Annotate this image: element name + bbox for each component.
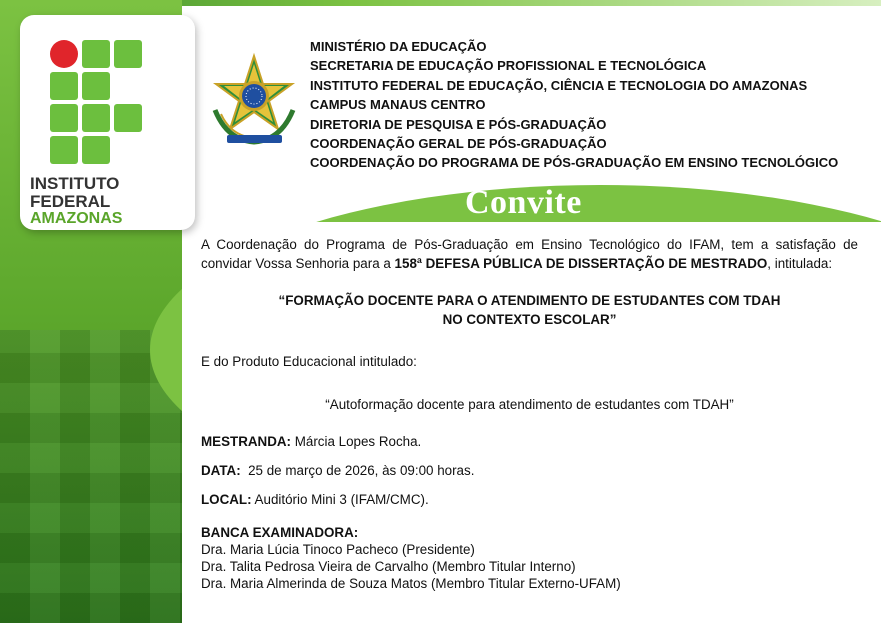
mestranda-line: MESTRANDA: Márcia Lopes Rocha. [201,434,422,449]
header-line: COORDENAÇÃO DO PROGRAMA DE PÓS-GRADUAÇÃO EM ENSINO TECNOLÓGICO [310,155,839,171]
invitation-body [201,235,858,592]
committee-label: BANCA EXAMINADORA: [201,525,359,540]
institution-logo [20,15,195,230]
header-line: SECRETARIA DE EDUCAÇÃO PROFISSIONAL E TECNOLÓGICA [310,58,707,74]
header-line: DIRETORIA DE PESQUISA E PÓS-GRADUAÇÃO [310,116,607,132]
intro-paragraph: A Coordenação do Programa de Pós-Graduação em Ensino Tecnológico do IFAM, tem a satisfação de convidar Vossa Senhoria para a 158ª DEFESA PÚBLICA DE DISSERTAÇÃO DE MESTRADO, intitulada: [201,237,858,271]
logo-text-line1: INSTITUTO [30,174,120,193]
invitation-title: Convite [465,184,582,221]
institutional-header [310,37,838,173]
header-line: MINISTÉRIO DA EDUCAÇÃO [310,39,487,54]
product-title: “Autoformação docente para atendimento de estudantes com TDAH” [325,397,734,412]
header-line: INSTITUTO FEDERAL DE EDUCAÇÃO, CIÊNCIA E TECNOLOGIA DO AMAZONAS [310,77,808,93]
committee-member: Dra. Maria Lúcia Tinoco Pacheco (Presidente) [201,542,475,557]
product-intro: E do Produto Educacional intitulado: [201,354,417,369]
logo-text-line3: AMAZONAS [30,210,123,227]
committee-member: Dra. Talita Pedrosa Vieira de Carvalho (Membro Titular Interno) [201,559,576,574]
dissertation-title: “FORMAÇÃO DOCENTE PARA O ATENDIMENTO DE ESTUDANTES COM TDAH NO CONTEXTO ESCOLAR” [278,293,781,327]
committee-section [201,524,858,592]
header-line: COORDENAÇÃO GERAL DE PÓS-GRADUAÇÃO [310,136,607,152]
location-line: LOCAL: Auditório Mini 3 (IFAM/CMC). [201,492,429,507]
committee-member: Dra. Maria Almerinda de Souza Matos (Membro Titular Externo-UFAM) [201,576,621,591]
header-line: CAMPUS MANAUS CENTRO [310,97,486,113]
date-line: DATA: 25 de março de 2026, às 09:00 horas. [201,463,475,478]
logo-red-dot [50,40,78,68]
coat-of-arms-icon [207,50,302,150]
logo-text-line2: FEDERAL [30,192,111,211]
